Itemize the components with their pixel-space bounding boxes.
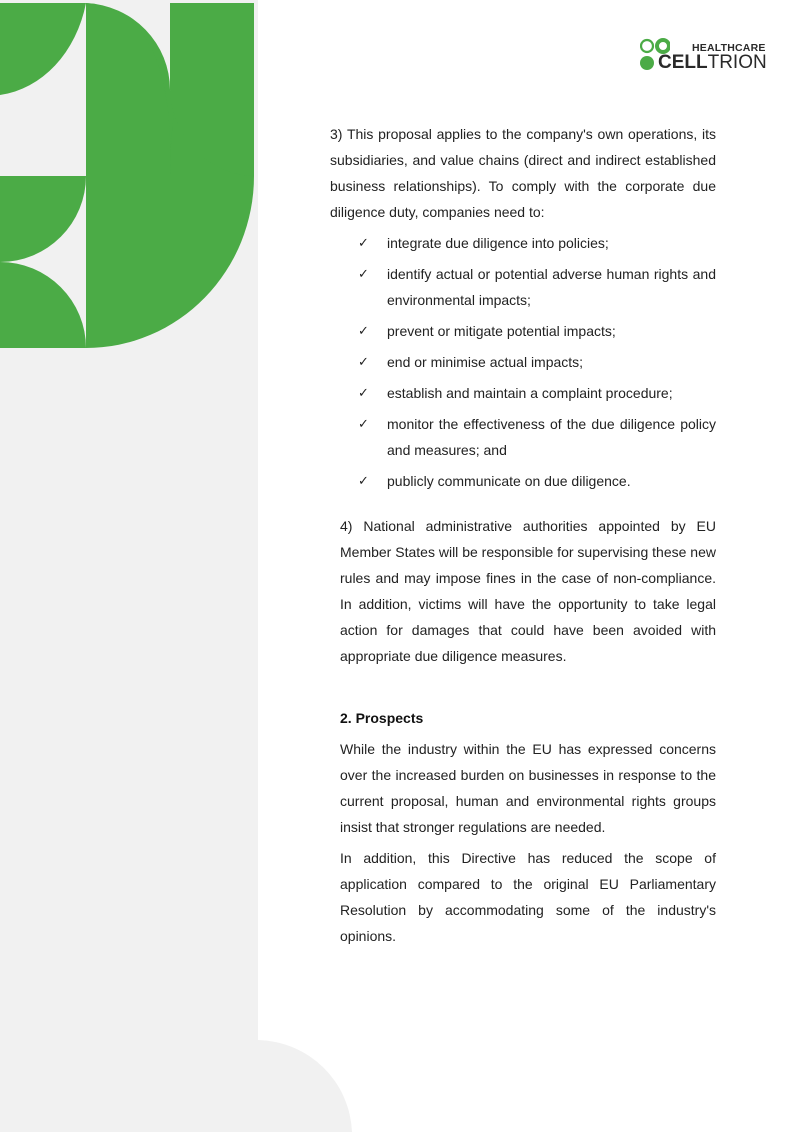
checkmark-icon: ✓ [358, 323, 369, 338]
gray-corner-arc [258, 1040, 352, 1132]
logo-tagline: HEALTHCARE [692, 42, 766, 54]
prospects-body [340, 736, 716, 954]
decorative-panel [0, 0, 360, 1132]
celltrion-healthcare-logo [640, 38, 770, 74]
list-item: ✓ publicly communicate on due diligence. [358, 468, 716, 494]
checkmark-icon: ✓ [358, 473, 369, 488]
checkmark-icon: ✓ [358, 385, 369, 400]
logo-wordmark: CELLTRION [658, 52, 767, 73]
list-item: ✓ end or minimise actual impacts; [358, 349, 716, 375]
due-diligence-checklist [358, 230, 716, 499]
section-3-intro [330, 121, 716, 225]
list-item: ✓ establish and maintain a complaint procedure; [358, 380, 716, 406]
prospects-heading: 2. Prospects [340, 710, 424, 726]
section-3-paragraph: 3) This proposal applies to the company's own operations, its subsidiaries, and value chains (direct and indirect established business relationships). To comply with the corporate due diligence duty, companies need to: [330, 126, 716, 220]
list-item: ✓ identify actual or potential adverse human rights and environmental impacts; [358, 261, 716, 313]
list-item: ✓ integrate due diligence into policies; [358, 230, 716, 256]
list-item: ✓ monitor the effectiveness of the due diligence policy and measures; and [358, 411, 716, 463]
checkmark-icon: ✓ [358, 354, 369, 369]
checkmark-icon: ✓ [358, 266, 369, 281]
checkmark-icon: ✓ [358, 235, 369, 250]
prospects-paragraph: While the industry within the EU has expressed concerns over the increased burden on businesses in response to the current proposal, human and environmental rights groups insist that stronger regulations are needed. [340, 741, 716, 835]
checkmark-icon: ✓ [358, 416, 369, 431]
section-4 [340, 513, 716, 669]
prospects-paragraph: In addition, this Directive has reduced the scope of application compared to the original EU Parliamentary Resolution by accommodating some of the industry's opinions. [340, 850, 716, 944]
section-4-paragraph: 4) National administrative authorities appointed by EU Member States will be responsible for supervising these new rules and may impose fines in the case of non-compliance. In addition, victims will have the opportunity to take legal action for damages that could have been avoided with appropriate due diligence measures. [340, 518, 716, 664]
list-item: ✓ prevent or mitigate potential impacts; [358, 318, 716, 344]
